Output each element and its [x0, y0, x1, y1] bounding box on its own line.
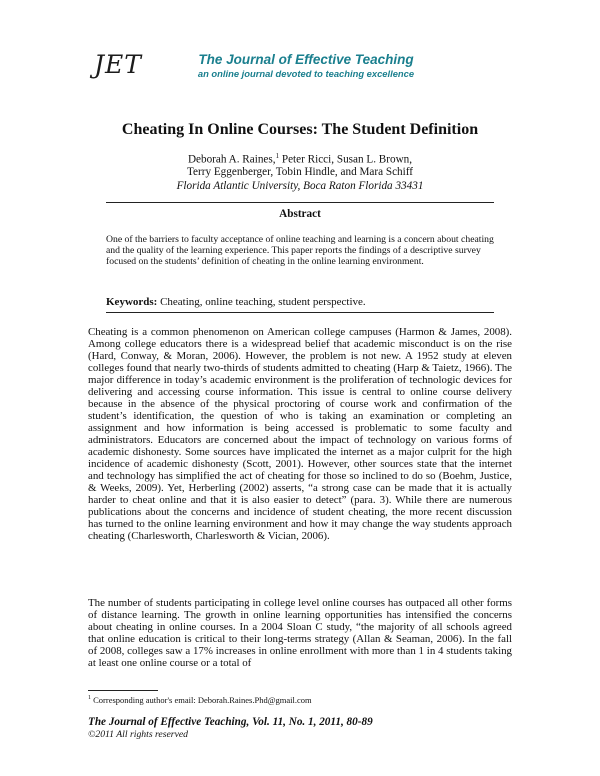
- body-paragraph-2: The number of students participating in college level online courses has outpaced all other forms of distance learning. The growth in online learning opportunities has intensified the concerns about cheating in online courses. In a 2004 Sloan C study, “the majority of all schools agreed that online education is critical to their long-terms strategy (Allan & Seaman, 2006). In the fall of 2008, colleges saw a 17% increases in online enrollment with more than 1 in 4 students taking at least one online course or a total of: [88, 597, 512, 669]
- affiliation: Florida Atlantic University, Boca Raton Florida 33431: [176, 180, 424, 192]
- journal-logo: JET: [94, 50, 142, 79]
- keywords: [106, 296, 494, 308]
- author-raines: Deborah A. Raines,: [187, 153, 276, 166]
- footnote-marker: 1: [275, 152, 280, 160]
- author-line-1: [0, 152, 600, 166]
- article-title: Cheating In Online Courses: The Student Definition: [121, 121, 479, 138]
- copyright: ©2011 All rights reserved: [88, 729, 189, 740]
- abstract-bottom-rule: [106, 312, 494, 313]
- footnote-text: Corresponding author's email: Deborah.Raines.Phd@gmail.com: [91, 695, 312, 705]
- footnote-number: 1: [88, 695, 91, 702]
- abstract-top-rule: [106, 202, 494, 203]
- abstract-heading: Abstract: [279, 208, 321, 220]
- author-line-2: Terry Eggenberger, Tobin Hindle, and Mara Schiff: [186, 166, 414, 178]
- keywords-text: Cheating, online teaching, student perspective.: [157, 296, 366, 308]
- footnote: [88, 695, 312, 705]
- body-paragraph-1: Cheating is a common phenomenon on American college campuses (Harmon & James, 2008). Among college educators there is a widespread belief that academic misconduct is on the rise (Hard, Conway, & Moran, 2006). However, the problem is not new. A 1952 study at eleven colleges found that nearly two-thirds of students admitted to cheating (Harp & Taietz, 1966). The major difference in today’s academic environment is the proliferation of technologic devices for delivering and accessing course information. This issue is central to online course delivery because in the absence of the physical proctoring of course work and confirmation of the student’s identification, the question of who is taking an examination or completing an assignment and how information is being accessed is problematic to some faculty and administrators. Educators are concerned about the impact of technology on various forms of academic dishonesty. Some sources have implicated the internet as a major culprit for the high incidence of academic dishonesty (Scott, 2001). However, other sources state that the internet and technology has simplified the act of cheating for those so inclined to do so (Boehm, Justice, & Weeks, 2009). Yet, Herberling (2002) asserts, “a strong case can be made that it is actually harder to cheat online and that it is also easier to detect” (para. 3). While there are numerous publications about the concerns and incidence of student cheating, the more recent discussion has turned to the online learning environment and how it may change the way students approach cheating (Charlesworth, Charlesworth & Vician, 2006).: [88, 326, 512, 542]
- keywords-label: Keywords:: [106, 296, 158, 308]
- journal-citation: The Journal of Effective Teaching, Vol. 11, No. 1, 2011, 80-89: [88, 716, 373, 728]
- abstract-text: One of the barriers to faculty acceptance of online teaching and learning is a concern about cheating and the quality of the learning experience. This paper reports the findings of a descriptive survey focused on the students’ definition of cheating in the online learning environment.: [106, 234, 494, 268]
- journal-tagline: an online journal devoted to teaching excellence: [197, 68, 415, 79]
- journal-name: The Journal of Effective Teaching: [198, 52, 414, 67]
- footnote-rule: [88, 690, 158, 691]
- author-others: Peter Ricci, Susan L. Brown,: [279, 153, 413, 166]
